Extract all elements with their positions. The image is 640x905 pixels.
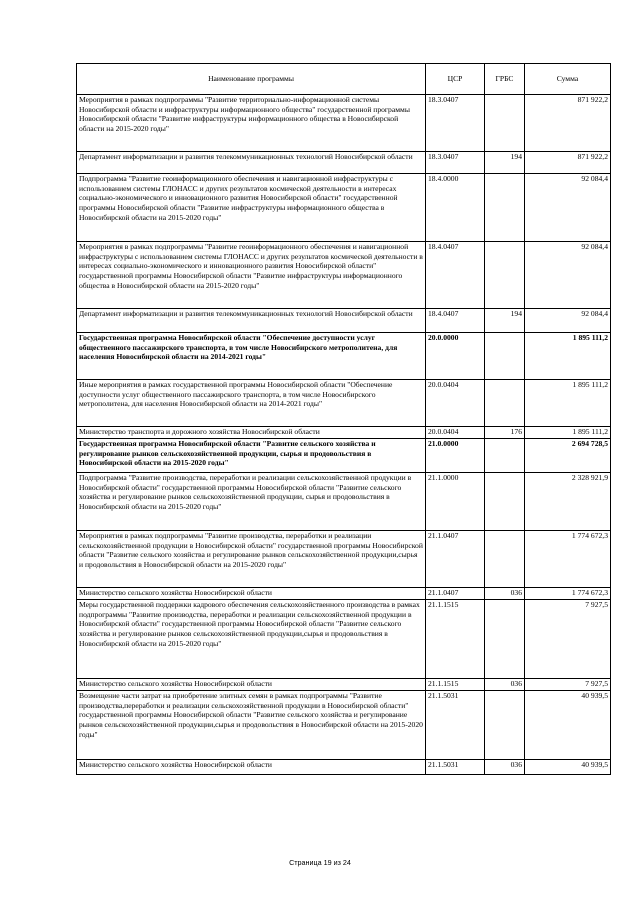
- row-csr-code: 21.1.0407: [426, 531, 485, 588]
- table-row: [77, 152, 611, 174]
- row-program-name: Мероприятия в рамках подпрограммы "Развитие производства, переработки и реализации сельскохозяйственной продукции в Новосибирской области" государственной программы Новосибирской области "Развитие сельского хозяйства и регулирование рынков сельскохозяйственной продукции,сырья и продовольствия в Новосибирской области на 2015-2020 годы": [77, 531, 426, 588]
- row-csr-code: 21.1.5031: [426, 691, 485, 760]
- row-csr-code: 18.4.0407: [426, 242, 485, 309]
- row-program-name: Мероприятия в рамках подпрограммы "Развитие территориально-информационной системы Новосибирской области и инфраструктуры информационного общества" государственной программы Новосибирской области "Развитие инфраструктуры информационного общества в Новосибирской области на 2015-2020 годы": [77, 95, 426, 152]
- row-grbs-code: [485, 439, 525, 473]
- row-sum: 92 084,4: [525, 174, 611, 242]
- table-row: [77, 760, 611, 775]
- row-sum: 1 774 672,3: [525, 588, 611, 600]
- row-csr-code: 21.1.0407: [426, 588, 485, 600]
- row-sum: 40 939,5: [525, 691, 611, 760]
- row-program-name: Министерство сельского хозяйства Новосибирской области: [77, 760, 426, 775]
- table-row: [77, 174, 611, 242]
- row-program-name: Иные мероприятия в рамках государственной программы Новосибирской области "Обеспечение доступности услуг общественного пассажирского транспорта, в том числе Новосибирского метрополитена, для населения Новосибирской области на 2014-2021 годы": [77, 380, 426, 427]
- row-grbs-code: [485, 333, 525, 380]
- row-program-name: Мероприятия в рамках подпрограммы "Развитие геоинформационного обеспечения и навигационной инфраструктуры с использованием системы ГЛОНАСС и других результатов космической деятельности в интересах социально-экономического и инновационного развития Новосибирской области" государственной программы Новосибирской области "Развитие инфраструктуры информационного общества в Новосибирской области на 2015-2020 годы": [77, 242, 426, 309]
- row-csr-code: 18.3.0407: [426, 152, 485, 174]
- row-sum: 1 895 111,2: [525, 333, 611, 380]
- table-body: [77, 95, 611, 775]
- table-row: [77, 242, 611, 309]
- row-program-name: Министерство транспорта и дорожного хозяйства Новосибирской области: [77, 427, 426, 439]
- row-program-name: Подпрограмма "Развитие геоинформационного обеспечения и навигационной инфраструктуры с использованием системы ГЛОНАСС и других результатов космической деятельности в интересах социально-экономического и инновационного развития Новосибирской области" государственной программы Новосибирской области "Развитие инфраструктуры информационного общества в Новосибирской области на 2015-2020 годы": [77, 174, 426, 242]
- row-program-name: Государственная программа Новосибирской области "Развитие сельского хозяйства и регулирование рынков сельскохозяйственной продукции, сырья и продовольствия в Новосибирской области на 2015-2020 годы": [77, 439, 426, 473]
- row-sum: 1 774 672,3: [525, 531, 611, 588]
- row-csr-code: 20.0.0000: [426, 333, 485, 380]
- row-program-name: Министерство сельского хозяйства Новосибирской области: [77, 679, 426, 691]
- row-grbs-code: 036: [485, 760, 525, 775]
- row-csr-code: 21.0.0000: [426, 439, 485, 473]
- header-sum: Сумма: [525, 64, 611, 95]
- row-csr-code: 21.1.1515: [426, 679, 485, 691]
- row-sum: 1 895 111,2: [525, 380, 611, 427]
- row-sum: 871 922,2: [525, 152, 611, 174]
- row-grbs-code: 036: [485, 588, 525, 600]
- row-sum: 7 927,5: [525, 679, 611, 691]
- row-program-name: Государственная программа Новосибирской области "Обеспечение доступности услуг общественного пассажирского транспорта, в том числе Новосибирского метрополитена, для населения Новосибирской области на 2014-2021 годы": [77, 333, 426, 380]
- row-csr-code: 21.1.1515: [426, 600, 485, 679]
- table-row: [77, 95, 611, 152]
- row-grbs-code: [485, 174, 525, 242]
- row-sum: 871 922,2: [525, 95, 611, 152]
- row-program-name: Меры государственной поддержки кадрового обеспечения сельскохозяйственного производства в рамках подпрограммы "Развитие производства, переработки и реализации сельскохозяйственной продукции в Новосибирской области" государственной программы Новосибирской области "Развитие сельского хозяйства и регулирование рынков сельскохозяйственной продукции,сырья и продовольствия в Новосибирской области на 2015-2020 годы": [77, 600, 426, 679]
- row-csr-code: 18.4.0407: [426, 309, 485, 333]
- row-grbs-code: [485, 600, 525, 679]
- table-row: [77, 333, 611, 380]
- table-row: [77, 473, 611, 531]
- table-row: [77, 309, 611, 333]
- row-csr-code: 21.1.0000: [426, 473, 485, 531]
- row-program-name: Департамент информатизации и развития телекоммуникационных технологий Новосибирской области: [77, 152, 426, 174]
- row-grbs-code: 194: [485, 152, 525, 174]
- row-program-name: Департамент информатизации и развития телекоммуникационных технологий Новосибирской области: [77, 309, 426, 333]
- row-program-name: Министерство сельского хозяйства Новосибирской области: [77, 588, 426, 600]
- row-grbs-code: [485, 691, 525, 760]
- row-program-name: Подпрограмма "Развитие производства, переработки и реализации сельскохозяйственной продукции в Новосибирской области" государственной программы Новосибирской области "Развитие сельского хозяйства и регулирование рынков сельскохозяйственной продукции, сырья и продовольствия в Новосибирской области на 2015-2020 годы": [77, 473, 426, 531]
- row-sum: 7 927,5: [525, 600, 611, 679]
- row-grbs-code: [485, 380, 525, 427]
- row-grbs-code: [485, 95, 525, 152]
- row-grbs-code: [485, 242, 525, 309]
- row-program-name: Возмещение части затрат на приобретение элитных семян в рамках подпрограммы "Развитие производства,переработки и реализации сельскохозяйственной продукции в Новосибирской области" государственной программы Новосибирской области "Развитие сельского хозяйства и регулирование рынков сельскохозяйственной продукции,сырья и продовольствия в Новосибирской области на 2015-2020 годы": [77, 691, 426, 760]
- table-row: [77, 679, 611, 691]
- header-csr: ЦСР: [426, 64, 485, 95]
- row-csr-code: 21.1.5031: [426, 760, 485, 775]
- row-sum: 1 895 111,2: [525, 427, 611, 439]
- row-csr-code: 20.0.0404: [426, 380, 485, 427]
- page-number: Страница 19 из 24: [289, 858, 351, 867]
- row-csr-code: 18.3.0407: [426, 95, 485, 152]
- row-sum: 92 084,4: [525, 309, 611, 333]
- table-row: [77, 380, 611, 427]
- row-csr-code: 18.4.0000: [426, 174, 485, 242]
- row-grbs-code: 176: [485, 427, 525, 439]
- row-sum: 2 694 728,5: [525, 439, 611, 473]
- table-row: [77, 439, 611, 473]
- table-row: [77, 531, 611, 588]
- row-csr-code: 20.0.0404: [426, 427, 485, 439]
- header-grbs: ГРБС: [485, 64, 525, 95]
- table-header-row: [77, 64, 611, 95]
- header-program-name: Наименование программы: [77, 64, 426, 95]
- table-row: [77, 691, 611, 760]
- budget-table: [76, 63, 611, 775]
- row-grbs-code: 036: [485, 679, 525, 691]
- table-row: [77, 588, 611, 600]
- row-grbs-code: [485, 531, 525, 588]
- row-grbs-code: [485, 473, 525, 531]
- table-row: [77, 427, 611, 439]
- row-sum: 2 328 921,9: [525, 473, 611, 531]
- row-grbs-code: 194: [485, 309, 525, 333]
- row-sum: 92 084,4: [525, 242, 611, 309]
- table-row: [77, 600, 611, 679]
- row-sum: 40 939,5: [525, 760, 611, 775]
